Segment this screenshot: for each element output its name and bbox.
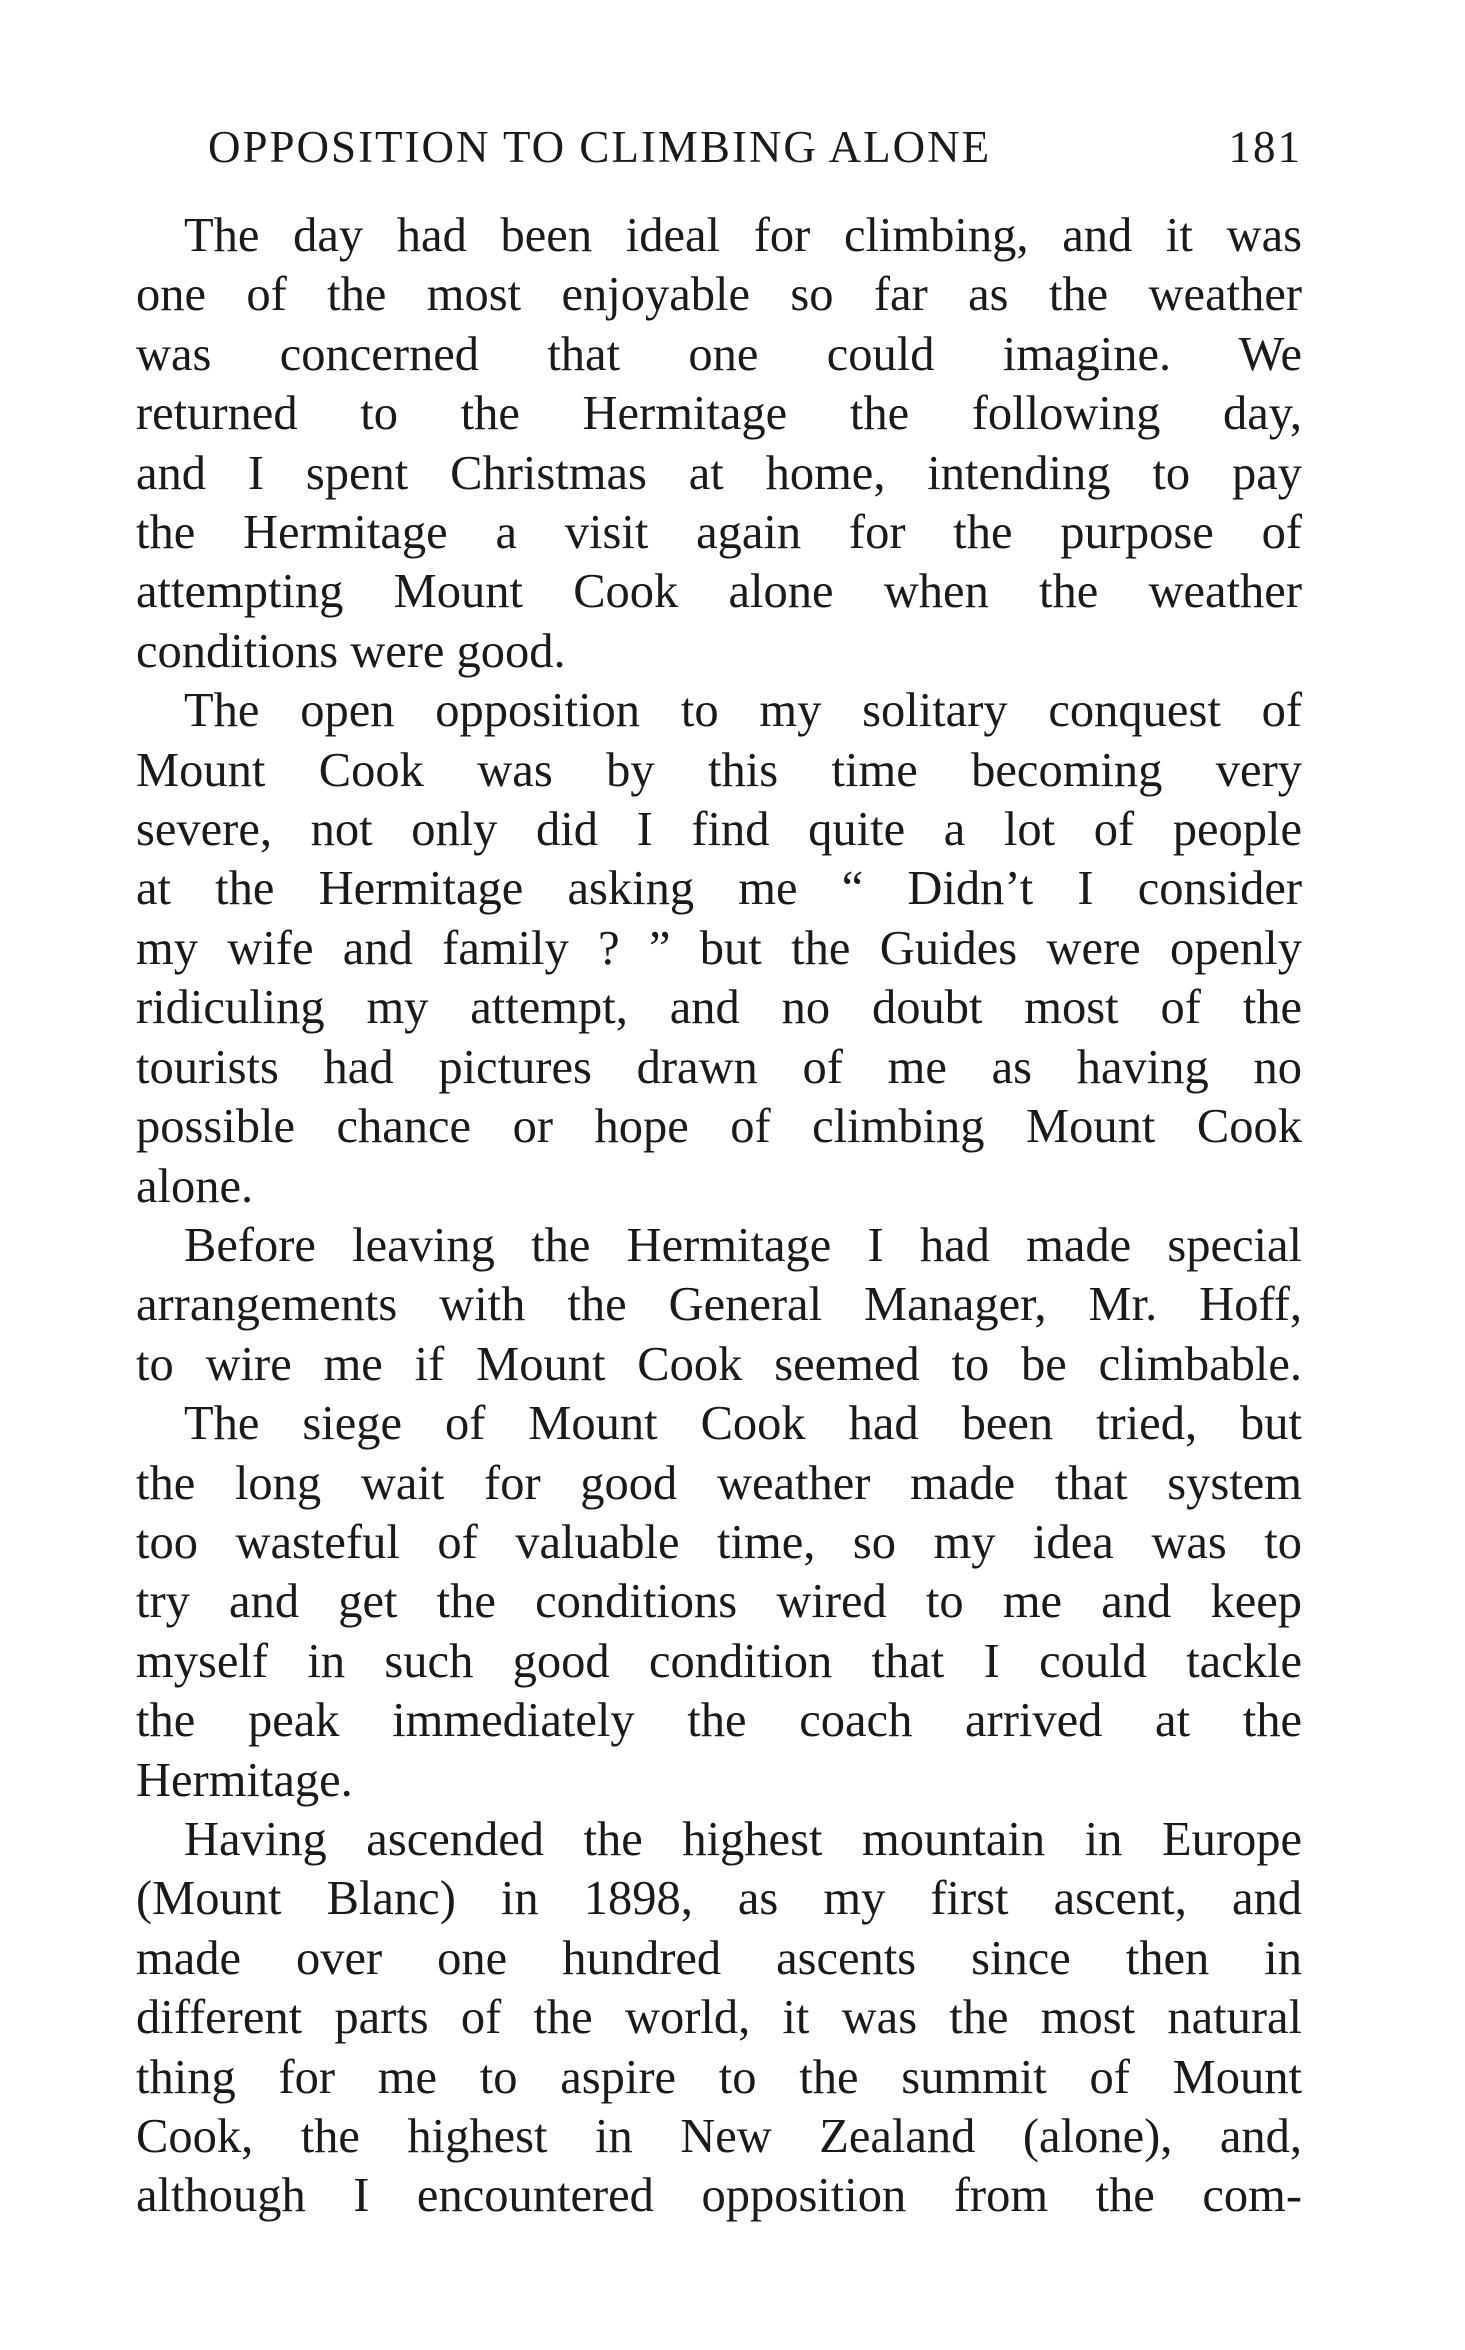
text-line: The siege of Mount Cook had been tried, but bbox=[184, 1397, 1302, 1451]
text-line: too wasteful of valuable time, so my idea was to bbox=[136, 1515, 1302, 1569]
text-line: severe, not only did I find quite a lot of people bbox=[136, 803, 1302, 857]
text-line: Cook, the highest in New Zealand (alone), and, bbox=[136, 2110, 1302, 2163]
text-line: although I encountered opposition from the com- bbox=[136, 2169, 1302, 2223]
text-line: The day had been ideal for climbing, and it was bbox=[184, 209, 1302, 262]
text-line: conditions were good. bbox=[136, 624, 566, 678]
text-line: Before leaving the Hermitage I had made special bbox=[184, 1218, 1302, 1272]
text-line: made over one hundred ascents since then in bbox=[136, 1931, 1302, 1985]
text-line: to wire me if Mount Cook seemed to be climbable. bbox=[136, 1337, 1302, 1391]
text-line: possible chance or hope of climbing Mount Cook bbox=[136, 1100, 1302, 1154]
text-line: The open opposition to my solitary conquest of bbox=[184, 684, 1302, 738]
paragraph-2 bbox=[136, 681, 1302, 1216]
text-line: the long wait for good weather made that system bbox=[136, 1456, 1302, 1510]
text-line: Hermitage. bbox=[136, 1753, 353, 1807]
text-line: and I spent Christmas at home, intending to pay bbox=[136, 446, 1302, 500]
running-head bbox=[136, 112, 1302, 182]
text-line: myself in such good condition that I could tackle bbox=[136, 1634, 1302, 1688]
text-line: ridiculing my attempt, and no doubt most of the bbox=[136, 981, 1302, 1035]
text-line: tourists had pictures drawn of me as having no bbox=[136, 1040, 1302, 1094]
text-line: my wife and family ? ” but the Guides were openly bbox=[136, 921, 1302, 975]
paragraph-3 bbox=[136, 1216, 1302, 1394]
paragraph-5 bbox=[136, 1810, 1302, 2226]
text-line: try and get the conditions wired to me and keep bbox=[136, 1575, 1302, 1629]
text-line: thing for me to aspire to the summit of Mount bbox=[136, 2050, 1302, 2104]
page-number: 181 bbox=[1228, 122, 1302, 172]
text-line: the peak immediately the coach arrived at the bbox=[136, 1694, 1302, 1748]
text-line: (Mount Blanc) in 1898, as my first ascent, and bbox=[136, 1872, 1302, 1926]
text-line: the Hermitage a visit again for the purpose of bbox=[136, 506, 1302, 560]
text-line: Mount Cook was by this time becoming very bbox=[136, 743, 1302, 797]
text-line: one of the most enjoyable so far as the weather bbox=[136, 268, 1302, 322]
paragraph-1 bbox=[136, 206, 1302, 681]
text-line: alone. bbox=[136, 1159, 254, 1213]
text-line: returned to the Hermitage the following day, bbox=[136, 387, 1302, 441]
text-line: at the Hermitage asking me “ Didn’t I consider bbox=[136, 862, 1302, 916]
body-text bbox=[136, 206, 1302, 2226]
text-line: was concerned that one could imagine. We bbox=[136, 327, 1302, 381]
text-line: Having ascended the highest mountain in Europe bbox=[184, 1812, 1302, 1866]
text-line: attempting Mount Cook alone when the weather bbox=[136, 565, 1302, 619]
chapter-running-title: OPPOSITION TO CLIMBING ALONE bbox=[208, 122, 992, 172]
text-line: different parts of the world, it was the most natural bbox=[136, 1991, 1302, 2045]
book-page bbox=[136, 112, 1302, 2226]
text-line: arrangements with the General Manager, Mr. Hoff, bbox=[136, 1278, 1302, 1332]
paragraph-4 bbox=[136, 1394, 1302, 1810]
